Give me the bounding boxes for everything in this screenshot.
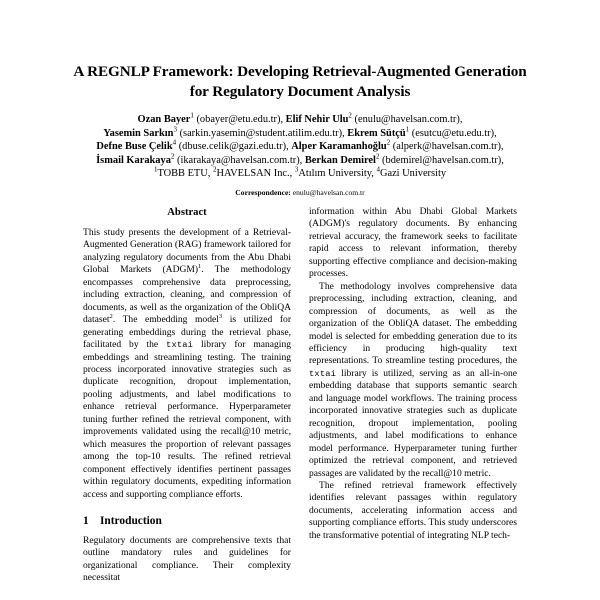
abstract-text-3: . The embedding model	[112, 314, 219, 326]
author-affil-marker-4: 1	[405, 125, 410, 134]
author-line-2: Yasemin Sarkın$^3$ (sarkin.yasemin@student.atilim.edu.tr), Ekrem Sütçü$^1$ (esutcu@etu.edu.tr),	[103, 125, 497, 139]
affil-name-1: TOBB ETU	[157, 168, 208, 180]
section-number: 1	[83, 514, 89, 527]
author-name-7: İsmail Karakaya	[96, 154, 171, 166]
section-heading-introduction	[83, 514, 291, 528]
right-text-2b: library is utilized, serving as an all-in-one embedding database that supports semantic search and language model workflows. The training process incorporated innovative strategies such as duplicate recognition, dropout implementation, pooling adjustments, and label modifications to enhance model performance. Hyperparameter tuning further optimized the retrieval component, and retrieved passages are validated by the recall@10 metric.	[309, 367, 517, 479]
affil-marker-4: 4	[376, 165, 380, 174]
right-text-2a: The methodology involves comprehensive data preprocessing, including extraction, cleaning, and compression of documents, as well as the organization of the ObliQA dataset. The embedding model is selected for embedding generation due to its efficiency in producing high-quality text representations. To streamline testing procedures, the	[309, 280, 517, 367]
author-line-4: İsmail Karakaya$^2$ (ikarakaya@havelsan.com.tr), Berkan Demirel$^2$ (bdemirel@havelsan.com.tr),	[96, 152, 504, 166]
author-email-3: sarkin.yasemin@student.atilim.edu.tr	[183, 127, 339, 139]
author-email-2: enulu@havelsan.com.tr	[357, 114, 457, 125]
left-column	[83, 206, 291, 600]
affiliation-line: $^1$TOBB ETU, $^2$HAVELSAN Inc., $^3$Atılım University, $^4$Gazi University	[153, 165, 447, 180]
section-title: Introduction	[100, 514, 162, 527]
author-affil-marker-2: 2	[348, 111, 352, 120]
right-paragraph-2	[309, 281, 517, 480]
author-block	[61, 101, 539, 167]
author-name-4: Ekrem Sütçü	[347, 127, 406, 139]
affil-name-3: Atılım University	[298, 168, 372, 180]
affil-name-4: Gazi University	[379, 168, 447, 180]
author-email-5: dbuse.celik@gazi.edu.tr	[182, 141, 283, 153]
affil-marker-1: 1	[153, 165, 158, 174]
author-email-8: bdemirel@havelsan.com.tr	[385, 154, 498, 166]
author-affil-marker-3: 3	[173, 125, 177, 134]
correspondence-label: Correspondence:	[235, 188, 291, 198]
right-paragraph-1: information within Abu Dhabi Global Markets (ADGM)'s regulatory documents. By enhancing retrieval accuracy, the framework seeks to facilitate rapid access to relevant information, thereby supporting effective compliance and decision-making processes.	[309, 206, 517, 280]
page-title: A REGNLP Framework: Developing Retrieval-Augmented Generation for Regulatory Document Analysis	[73, 63, 527, 100]
footnote-ref-2: 2	[109, 313, 113, 320]
author-name-2: Elif Nehir Ulu	[285, 114, 349, 125]
correspondence-email: enulu@havelsan.com.tr	[292, 188, 365, 198]
author-name-6: Alper Karamanhoğlu	[291, 141, 387, 153]
code-txtai-body: txtai	[309, 368, 337, 379]
author-name-3: Yasemin Sarkın	[103, 127, 174, 139]
affil-name-2: HAVELSAN Inc.	[216, 168, 290, 180]
author-line-3: Defne Buse Çelik$^4$ (dbuse.celik@gazi.edu.tr), Alper Karamanhoğlu$^2$ (alperk@havelsan.com.tr),	[96, 138, 504, 153]
two-column-body	[0, 206, 600, 600]
author-email-1: obayer@etu.edu.tr	[199, 114, 277, 125]
code-txtai-abstract: txtai	[166, 340, 194, 351]
author-affil-marker-7: 2	[170, 152, 175, 161]
author-affil-marker-5: 4	[172, 138, 177, 147]
abstract-text-4: is utilized for generating embeddings during the retrieval phase, facilitated by the	[83, 314, 291, 351]
introduction-paragraph: Regulatory documents are comprehensive texts that outline mandatory rules and guidelines for organizational compliance. Their complexity necessitat	[83, 534, 291, 584]
right-column	[309, 206, 517, 600]
abstract-text-1: This study presents the development of a Retrieval-Augmented Generation (RAG) framework tailored for analyzing regulatory documents from the Abu Dhabi Global Markets (ADGM)	[83, 227, 291, 276]
author-email-6: alperk@havelsan.com.tr	[396, 141, 498, 153]
author-email-7: ikarakaya@havelsan.com.tr	[180, 154, 297, 166]
author-name-1: Ozan Bayer	[137, 114, 191, 125]
footnote-ref-3: 3	[218, 313, 223, 320]
author-affil-marker-8: 2	[375, 152, 380, 161]
abstract-heading: Abstract	[167, 207, 207, 218]
right-paragraph-3: The refined retrieval framework effectively identifies relevant passages within regulatory documents, accelerating information access and supporting compliance efforts. This study underscores the transformative potential of integrating NLP tech-	[309, 479, 517, 541]
author-name-5: Defne Buse Çelik	[96, 141, 173, 153]
correspondence	[61, 181, 539, 198]
abstract-paragraph	[83, 227, 291, 501]
author-name-8: Berkan Demirel	[304, 154, 376, 166]
author-email-4: esutcu@etu.edu.tr	[415, 127, 491, 139]
footnote-ref-1: 1	[198, 263, 202, 271]
abstract-text-2: . The methodology encompasses comprehensive data preprocessing, including extraction, cleaning, and compression of documents, as well as the organization of the ObliQA dataset	[83, 264, 291, 326]
abstract-text-5: library for managing embeddings and streamlining testing. The training process incorporated innovative strategies such as duplicate recognition, dropout implementation, pooling adjustments, and label modifications to enhance retrieval performance. Hyperparameter tuning further refined the retrieval component, with improvements validated using the recall@10 metric, which measures the proportion of relevant passages among the top-10 results. The refined retrieval component effectively identifies pertinent passages within regulatory documents, expediting information access and supporting compliance efforts.	[83, 339, 291, 500]
author-affil-marker-1: 1	[190, 111, 194, 120]
affil-marker-2: 2	[213, 165, 217, 174]
affil-marker-3: 3	[294, 165, 299, 174]
author-affil-marker-6: 2	[386, 138, 391, 147]
author-line-1: Ozan Bayer$^1$ (obayer@etu.edu.tr), Elif Nehir Ulu$^2$ (enulu@havelsan.com.tr),	[137, 111, 463, 125]
